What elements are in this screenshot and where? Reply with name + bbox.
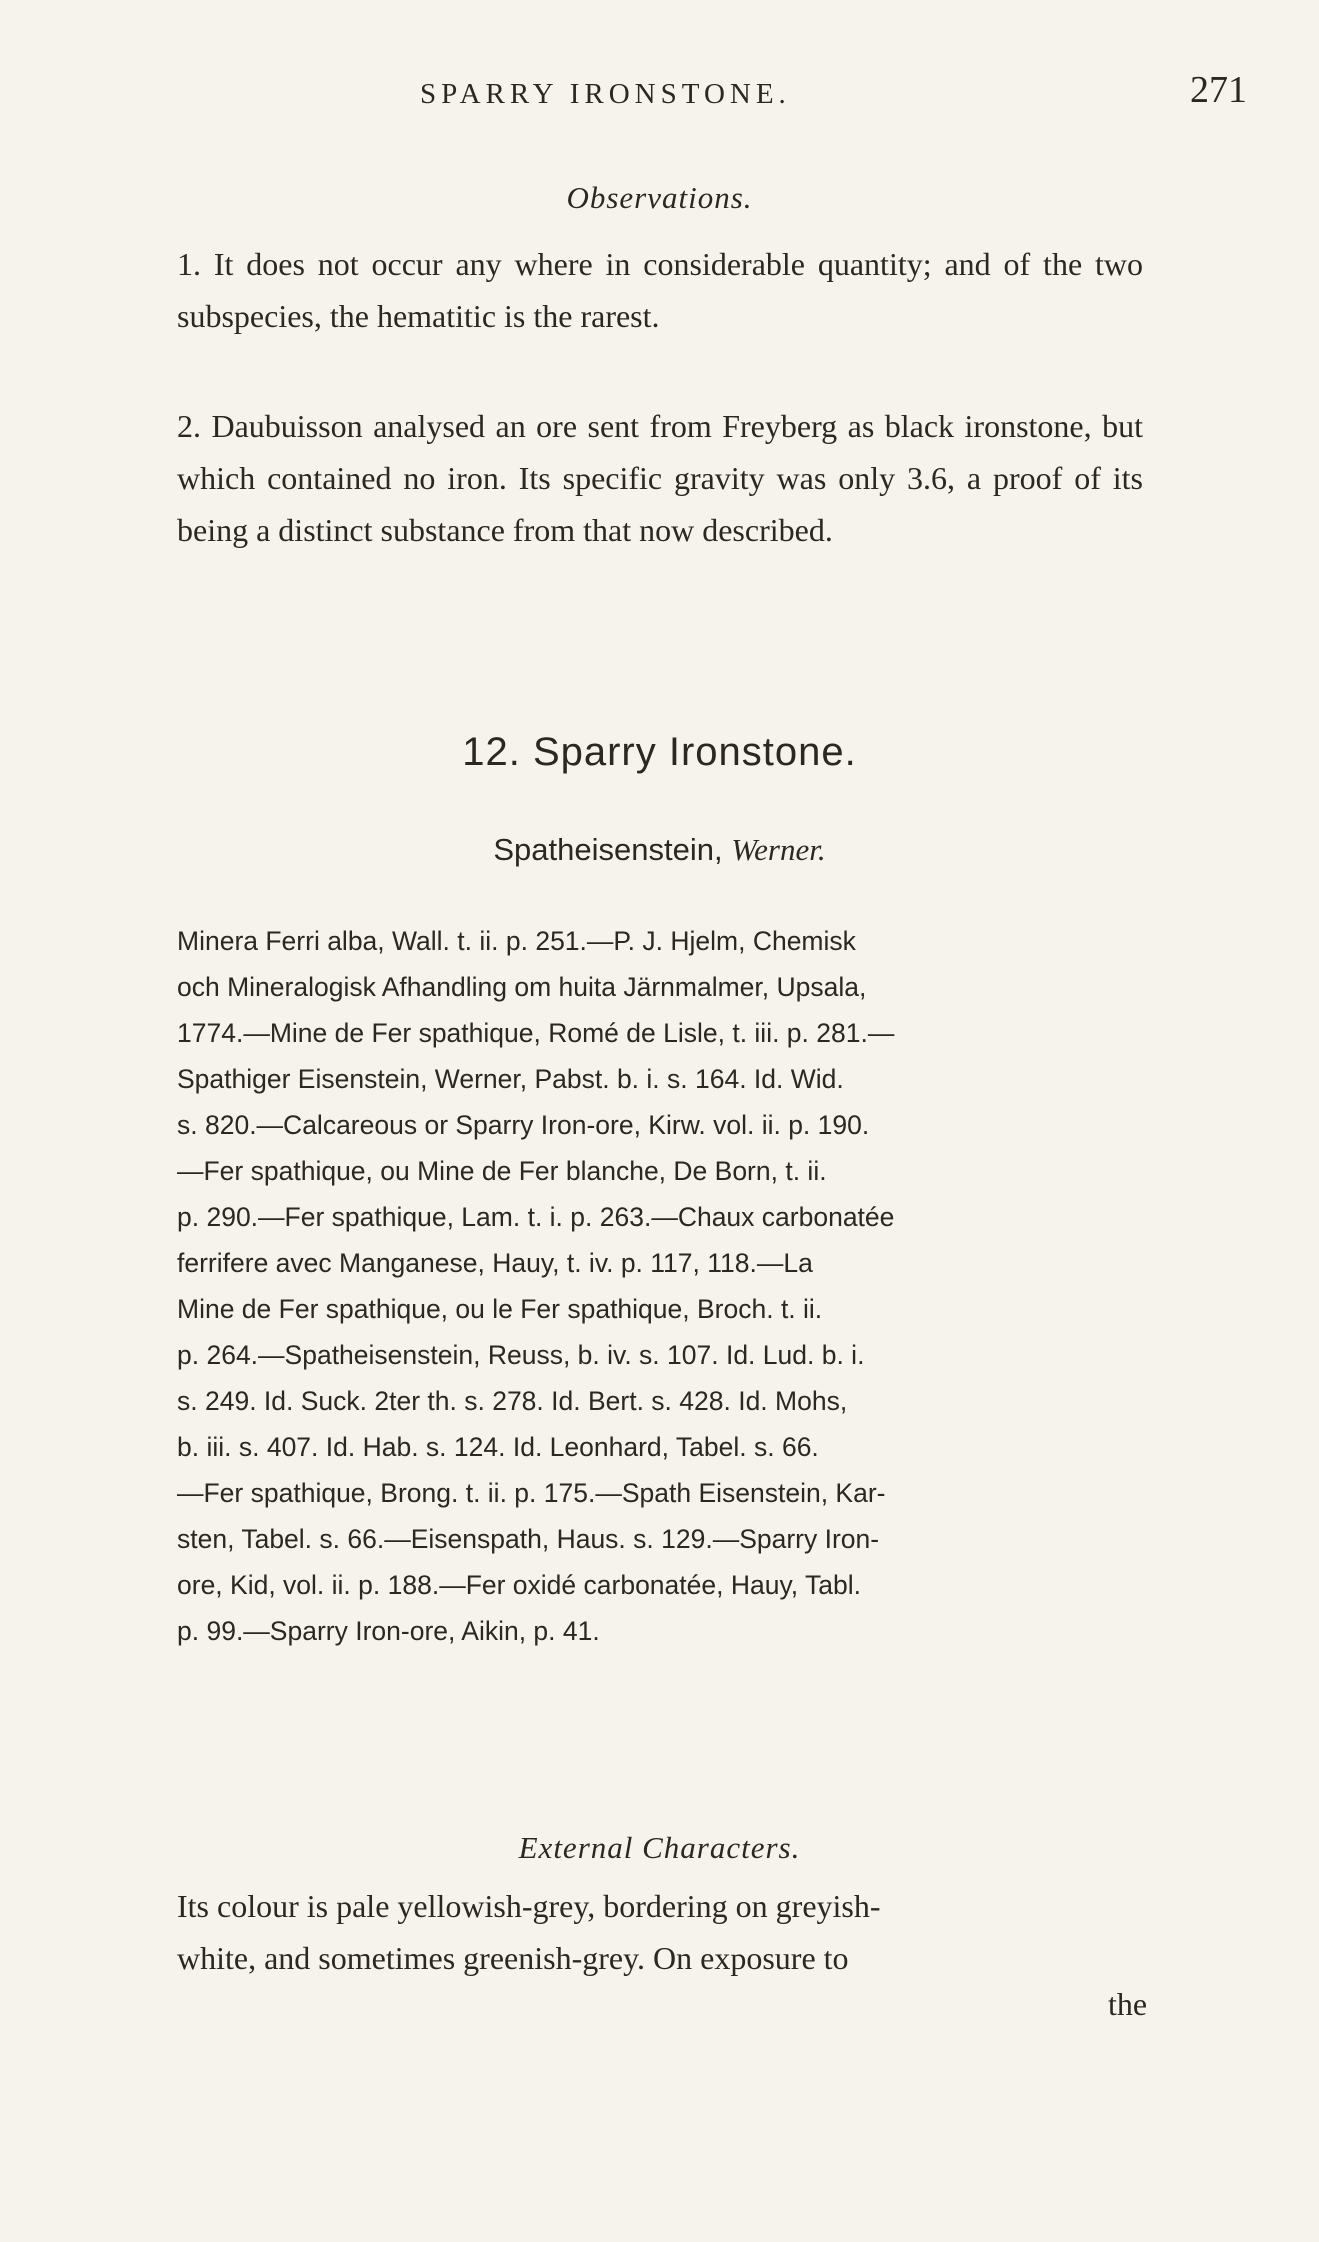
external-characters-heading: External Characters.: [518, 1830, 801, 1865]
page-number: 271: [1190, 69, 1247, 111]
observation-paragraph-2: 2. Daubuisson analysed an ore sent from Freyberg as black ironstone, but which contained no iron. Its specific gravity was only 3.6, a proof of its being a distinct substance from that now described.: [177, 408, 1143, 548]
synonymy-line: p. 290.—Fer spathique, Lam. t. i. p. 263.—Chaux carbonatée: [177, 1202, 895, 1232]
observations-heading: Observations.: [566, 180, 753, 215]
body-line: Its colour is pale yellowish-grey, bordering on greyish-: [177, 1888, 881, 1924]
synonymy-line: sten, Tabel. s. 66.—Eisenspath, Haus. s. 129.—Sparry Iron-: [177, 1524, 880, 1554]
synonymy-line: p. 264.—Spatheisenstein, Reuss, b. iv. s. 107. Id. Lud. b. i.: [177, 1340, 865, 1370]
synonymy-line: p. 99.—Sparry Iron-ore, Aikin, p. 41.: [177, 1616, 600, 1646]
synonymy-line: b. iii. s. 407. Id. Hab. s. 124. Id. Leonhard, Tabel. s. 66.: [177, 1432, 819, 1462]
external-characters-text: [177, 1880, 1143, 1984]
synonymy-line: och Mineralogisk Afhandling om huita Järnmalmer, Upsala,: [177, 972, 867, 1002]
synonymy-line: s. 820.—Calcareous or Sparry Iron-ore, Kirw. vol. ii. p. 190.: [177, 1110, 870, 1140]
body-line: white, and sometimes greenish-grey. On exposure to: [177, 1940, 849, 1976]
synonymy-line: Mine de Fer spathique, ou le Fer spathique, Broch. t. ii.: [177, 1294, 823, 1324]
synonymy-line: ore, Kid, vol. ii. p. 188.—Fer oxidé carbonatée, Hauy, Tabl.: [177, 1570, 861, 1600]
synonymy-line: —Fer spathique, ou Mine de Fer blanche, De Born, t. ii.: [177, 1156, 827, 1186]
synonymy-line: ferrifere avec Manganese, Hauy, t. iv. p. 117, 118.—La: [177, 1248, 813, 1278]
synonymy-block: [177, 918, 1143, 1654]
subtitle-name: Spatheisenstein,: [493, 832, 732, 867]
synonymy-line: —Fer spathique, Brong. t. ii. p. 175.—Spath Eisenstein, Kar-: [177, 1478, 886, 1508]
section-subtitle: [0, 832, 1319, 868]
synonymy-line: 1774.—Mine de Fer spathique, Romé de Lisle, t. iii. p. 281.—: [177, 1018, 895, 1048]
catchword: the: [1108, 1986, 1148, 2022]
observation-paragraph-1: 1. It does not occur any where in considerable quantity; and of the two subspecies, the hematitic is the rarest.: [177, 246, 1143, 334]
subtitle-author: Werner.: [731, 832, 826, 867]
running-head: SPARRY IRONSTONE.: [420, 78, 791, 110]
synonymy-line: Minera Ferri alba, Wall. t. ii. p. 251.—P. J. Hjelm, Chemisk: [177, 926, 856, 956]
synonymy-line: Spathiger Eisenstein, Werner, Pabst. b. i. s. 164. Id. Wid.: [177, 1064, 844, 1094]
section-title: 12. Sparry Ironstone.: [462, 730, 857, 774]
synonymy-line: s. 249. Id. Suck. 2ter th. s. 278. Id. Bert. s. 428. Id. Mohs,: [177, 1386, 848, 1416]
